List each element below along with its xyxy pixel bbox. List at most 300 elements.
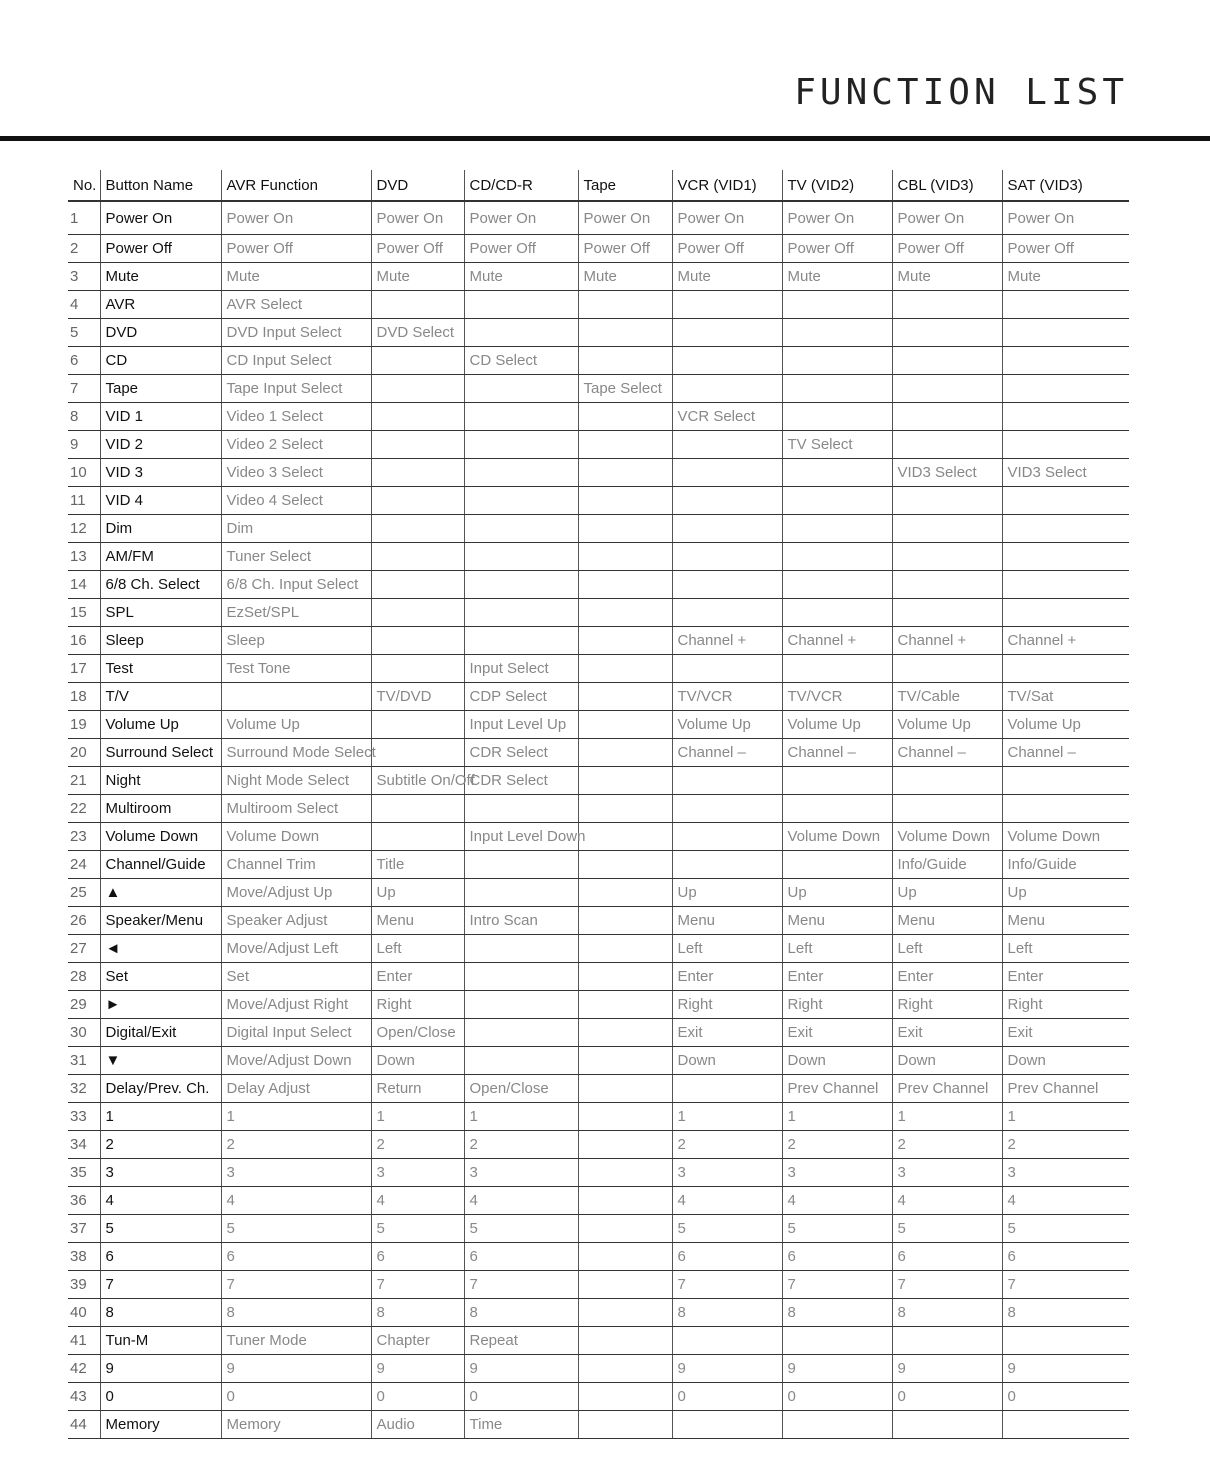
function-cell: Tuner Mode xyxy=(221,1327,371,1355)
function-cell: DVD Input Select xyxy=(221,319,371,347)
function-cell xyxy=(782,795,892,823)
function-cell xyxy=(1002,487,1129,515)
function-cell: VID3 Select xyxy=(892,459,1002,487)
button-name: Digital/Exit xyxy=(100,1019,221,1047)
function-cell: CDR Select xyxy=(464,767,578,795)
function-cell xyxy=(371,627,464,655)
function-cell xyxy=(371,375,464,403)
function-cell xyxy=(892,767,1002,795)
column-header: CD/CD-R xyxy=(464,170,578,201)
function-cell xyxy=(1002,291,1129,319)
button-name: Memory xyxy=(100,1411,221,1439)
function-cell: Power Off xyxy=(672,235,782,263)
button-name: 3 xyxy=(100,1159,221,1187)
function-cell xyxy=(371,543,464,571)
function-cell xyxy=(371,487,464,515)
button-name: 8 xyxy=(100,1299,221,1327)
function-cell: Enter xyxy=(672,963,782,991)
function-cell xyxy=(672,1411,782,1439)
function-cell: Mute xyxy=(371,263,464,291)
function-cell xyxy=(782,767,892,795)
table-row xyxy=(68,1131,1129,1159)
function-cell: 9 xyxy=(892,1355,1002,1383)
function-cell: Exit xyxy=(1002,1019,1129,1047)
function-cell xyxy=(578,1159,672,1187)
function-cell: 2 xyxy=(782,1131,892,1159)
function-cell xyxy=(464,1019,578,1047)
function-cell: Prev Channel xyxy=(782,1075,892,1103)
function-cell: Mute xyxy=(1002,263,1129,291)
function-cell xyxy=(892,543,1002,571)
column-header: VCR (VID1) xyxy=(672,170,782,201)
function-cell: 7 xyxy=(371,1271,464,1299)
function-cell xyxy=(578,767,672,795)
function-cell: Channel + xyxy=(782,627,892,655)
row-number: 33 xyxy=(68,1103,100,1131)
function-cell: CDP Select xyxy=(464,683,578,711)
function-cell: Surround Mode Select xyxy=(221,739,371,767)
function-cell: Sleep xyxy=(221,627,371,655)
button-name: Surround Select xyxy=(100,739,221,767)
function-cell: Time xyxy=(464,1411,578,1439)
table-row xyxy=(68,1019,1129,1047)
function-cell: Audio xyxy=(371,1411,464,1439)
function-cell xyxy=(464,851,578,879)
function-cell: Power Off xyxy=(464,235,578,263)
row-number: 20 xyxy=(68,739,100,767)
function-cell xyxy=(578,487,672,515)
function-cell: DVD Select xyxy=(371,319,464,347)
function-cell: Info/Guide xyxy=(1002,851,1129,879)
column-header: SAT (VID3) xyxy=(1002,170,1129,201)
function-cell: Video 4 Select xyxy=(221,487,371,515)
function-cell xyxy=(782,319,892,347)
function-cell xyxy=(892,375,1002,403)
function-cell: 2 xyxy=(892,1131,1002,1159)
function-cell: 9 xyxy=(782,1355,892,1383)
function-cell: 4 xyxy=(371,1187,464,1215)
function-cell: 8 xyxy=(371,1299,464,1327)
function-cell: 9 xyxy=(464,1355,578,1383)
function-cell: Input Level Up xyxy=(464,711,578,739)
function-cell: Prev Channel xyxy=(1002,1075,1129,1103)
function-cell: 3 xyxy=(892,1159,1002,1187)
table-row xyxy=(68,1187,1129,1215)
function-cell: 9 xyxy=(371,1355,464,1383)
table-row xyxy=(68,403,1129,431)
function-cell xyxy=(1002,655,1129,683)
button-name: T/V xyxy=(100,683,221,711)
function-cell: Enter xyxy=(782,963,892,991)
button-name: 6/8 Ch. Select xyxy=(100,571,221,599)
function-cell xyxy=(672,543,782,571)
function-cell xyxy=(892,487,1002,515)
table-row xyxy=(68,851,1129,879)
function-cell: Open/Close xyxy=(464,1075,578,1103)
function-cell: 9 xyxy=(221,1355,371,1383)
function-cell: 1 xyxy=(464,1103,578,1131)
function-cell: Channel – xyxy=(1002,739,1129,767)
table-row xyxy=(68,431,1129,459)
row-number: 7 xyxy=(68,375,100,403)
function-cell: Up xyxy=(371,879,464,907)
table-row xyxy=(68,571,1129,599)
function-cell xyxy=(578,543,672,571)
function-cell: Enter xyxy=(1002,963,1129,991)
function-cell: Power On xyxy=(672,201,782,235)
function-cell xyxy=(371,739,464,767)
function-cell xyxy=(782,599,892,627)
function-cell xyxy=(892,319,1002,347)
function-cell xyxy=(371,459,464,487)
function-cell xyxy=(578,711,672,739)
function-cell: Channel + xyxy=(1002,627,1129,655)
function-cell xyxy=(1002,599,1129,627)
function-cell: Down xyxy=(672,1047,782,1075)
function-cell: Power On xyxy=(221,201,371,235)
function-cell: 5 xyxy=(221,1215,371,1243)
function-cell xyxy=(578,1187,672,1215)
row-number: 25 xyxy=(68,879,100,907)
function-cell xyxy=(578,991,672,1019)
table-row xyxy=(68,1383,1129,1411)
function-cell: Multiroom Select xyxy=(221,795,371,823)
button-name: Delay/Prev. Ch. xyxy=(100,1075,221,1103)
row-number: 12 xyxy=(68,515,100,543)
function-cell xyxy=(578,627,672,655)
function-cell xyxy=(371,599,464,627)
table-row xyxy=(68,1047,1129,1075)
function-cell: Right xyxy=(672,991,782,1019)
table-header-row xyxy=(68,170,1129,201)
table-row xyxy=(68,1327,1129,1355)
function-cell xyxy=(464,291,578,319)
function-cell xyxy=(464,515,578,543)
function-cell: 5 xyxy=(464,1215,578,1243)
function-cell: Volume Up xyxy=(892,711,1002,739)
function-cell xyxy=(782,403,892,431)
function-cell xyxy=(371,403,464,431)
function-cell: Down xyxy=(1002,1047,1129,1075)
function-cell: Menu xyxy=(892,907,1002,935)
function-cell: Left xyxy=(1002,935,1129,963)
function-cell: 2 xyxy=(464,1131,578,1159)
function-cell: 7 xyxy=(464,1271,578,1299)
table-row xyxy=(68,201,1129,235)
button-name: ◄ xyxy=(100,935,221,963)
button-name: 0 xyxy=(100,1383,221,1411)
row-number: 26 xyxy=(68,907,100,935)
function-cell xyxy=(464,543,578,571)
button-name: ► xyxy=(100,991,221,1019)
row-number: 2 xyxy=(68,235,100,263)
function-cell: Channel – xyxy=(782,739,892,767)
table-row xyxy=(68,627,1129,655)
function-cell xyxy=(672,291,782,319)
function-cell xyxy=(578,515,672,543)
function-cell: Power On xyxy=(578,201,672,235)
column-header: No. xyxy=(68,170,100,201)
function-cell: Chapter xyxy=(371,1327,464,1355)
function-cell: 4 xyxy=(782,1187,892,1215)
row-number: 23 xyxy=(68,823,100,851)
function-cell xyxy=(578,1271,672,1299)
function-cell: 2 xyxy=(672,1131,782,1159)
function-cell xyxy=(892,403,1002,431)
function-cell xyxy=(578,599,672,627)
function-cell: Exit xyxy=(672,1019,782,1047)
table-row xyxy=(68,235,1129,263)
column-header: Button Name xyxy=(100,170,221,201)
row-number: 17 xyxy=(68,655,100,683)
function-cell xyxy=(1002,1411,1129,1439)
page-title: FUNCTION LIST xyxy=(794,72,1128,113)
function-table xyxy=(68,170,1129,1439)
function-cell: Move/Adjust Down xyxy=(221,1047,371,1075)
function-cell: Volume Down xyxy=(1002,823,1129,851)
function-cell: 7 xyxy=(672,1271,782,1299)
table-row xyxy=(68,1271,1129,1299)
function-cell: Power On xyxy=(371,201,464,235)
button-name: VID 2 xyxy=(100,431,221,459)
column-header: CBL (VID3) xyxy=(892,170,1002,201)
function-cell xyxy=(464,571,578,599)
function-cell: 0 xyxy=(221,1383,371,1411)
function-cell: CDR Select xyxy=(464,739,578,767)
function-cell: Mute xyxy=(672,263,782,291)
function-cell xyxy=(578,291,672,319)
function-cell xyxy=(578,1355,672,1383)
function-cell: Volume Down xyxy=(221,823,371,851)
function-cell xyxy=(578,1131,672,1159)
function-cell: 5 xyxy=(782,1215,892,1243)
table-row xyxy=(68,767,1129,795)
function-cell xyxy=(578,1243,672,1271)
function-cell xyxy=(672,571,782,599)
function-cell xyxy=(221,683,371,711)
function-cell xyxy=(782,655,892,683)
function-cell xyxy=(578,739,672,767)
function-cell: Dim xyxy=(221,515,371,543)
function-cell xyxy=(464,599,578,627)
function-cell: Exit xyxy=(892,1019,1002,1047)
row-number: 3 xyxy=(68,263,100,291)
function-cell: Menu xyxy=(1002,907,1129,935)
row-number: 6 xyxy=(68,347,100,375)
function-cell xyxy=(578,571,672,599)
function-cell: Volume Up xyxy=(221,711,371,739)
function-cell: Mute xyxy=(782,263,892,291)
function-cell: CD Input Select xyxy=(221,347,371,375)
function-cell xyxy=(1002,515,1129,543)
function-cell xyxy=(1002,375,1129,403)
function-cell: Subtitle On/Off xyxy=(371,767,464,795)
function-cell: Tape Input Select xyxy=(221,375,371,403)
function-cell xyxy=(464,319,578,347)
table-row xyxy=(68,1159,1129,1187)
header-rule xyxy=(0,136,1210,141)
row-number: 21 xyxy=(68,767,100,795)
button-name: 9 xyxy=(100,1355,221,1383)
function-cell: 7 xyxy=(221,1271,371,1299)
table-row xyxy=(68,291,1129,319)
function-cell: 2 xyxy=(371,1131,464,1159)
button-name: Tun-M xyxy=(100,1327,221,1355)
function-cell: Power Off xyxy=(371,235,464,263)
function-cell xyxy=(578,1383,672,1411)
row-number: 19 xyxy=(68,711,100,739)
function-cell: Power Off xyxy=(892,235,1002,263)
function-cell xyxy=(672,1075,782,1103)
function-cell: Mute xyxy=(221,263,371,291)
function-cell: Volume Up xyxy=(782,711,892,739)
function-cell: 1 xyxy=(782,1103,892,1131)
button-name: Night xyxy=(100,767,221,795)
table-row xyxy=(68,1243,1129,1271)
function-cell: Power On xyxy=(782,201,892,235)
function-cell: Video 3 Select xyxy=(221,459,371,487)
column-header: AVR Function xyxy=(221,170,371,201)
function-cell: Menu xyxy=(672,907,782,935)
function-cell xyxy=(1002,543,1129,571)
function-cell: EzSet/SPL xyxy=(221,599,371,627)
button-name: Multiroom xyxy=(100,795,221,823)
function-cell: 6 xyxy=(1002,1243,1129,1271)
function-cell xyxy=(672,851,782,879)
function-cell xyxy=(782,487,892,515)
function-cell: 3 xyxy=(782,1159,892,1187)
function-cell: Down xyxy=(371,1047,464,1075)
function-cell: TV/VCR xyxy=(672,683,782,711)
function-cell: Tape Select xyxy=(578,375,672,403)
row-number: 43 xyxy=(68,1383,100,1411)
function-cell xyxy=(464,375,578,403)
row-number: 4 xyxy=(68,291,100,319)
function-cell xyxy=(464,963,578,991)
column-header: Tape xyxy=(578,170,672,201)
table-row xyxy=(68,599,1129,627)
function-cell: Left xyxy=(782,935,892,963)
row-number: 13 xyxy=(68,543,100,571)
function-cell: 5 xyxy=(371,1215,464,1243)
function-cell: Mute xyxy=(578,263,672,291)
function-cell xyxy=(672,599,782,627)
function-cell xyxy=(1002,571,1129,599)
function-cell: TV/DVD xyxy=(371,683,464,711)
function-cell: 1 xyxy=(371,1103,464,1131)
function-cell: Right xyxy=(782,991,892,1019)
table-row xyxy=(68,823,1129,851)
function-cell: 6 xyxy=(221,1243,371,1271)
function-cell xyxy=(1002,347,1129,375)
function-cell: 2 xyxy=(221,1131,371,1159)
button-name: Power On xyxy=(100,201,221,235)
function-cell xyxy=(1002,795,1129,823)
function-cell: Left xyxy=(672,935,782,963)
button-name: Power Off xyxy=(100,235,221,263)
function-cell xyxy=(892,655,1002,683)
row-number: 28 xyxy=(68,963,100,991)
button-name: Dim xyxy=(100,515,221,543)
function-cell xyxy=(464,795,578,823)
function-cell: Exit xyxy=(782,1019,892,1047)
table-row xyxy=(68,459,1129,487)
function-cell: Repeat xyxy=(464,1327,578,1355)
function-cell: 0 xyxy=(782,1383,892,1411)
function-cell xyxy=(672,1327,782,1355)
function-cell: Set xyxy=(221,963,371,991)
row-number: 35 xyxy=(68,1159,100,1187)
function-cell xyxy=(672,431,782,459)
table-row xyxy=(68,655,1129,683)
function-cell: 1 xyxy=(672,1103,782,1131)
function-cell xyxy=(1002,403,1129,431)
function-cell xyxy=(464,935,578,963)
function-cell: Move/Adjust Up xyxy=(221,879,371,907)
function-cell: 8 xyxy=(672,1299,782,1327)
row-number: 40 xyxy=(68,1299,100,1327)
function-cell xyxy=(464,991,578,1019)
function-cell xyxy=(464,487,578,515)
function-cell: 2 xyxy=(1002,1131,1129,1159)
function-cell xyxy=(672,655,782,683)
button-name: ▼ xyxy=(100,1047,221,1075)
function-cell xyxy=(578,431,672,459)
function-cell: 7 xyxy=(892,1271,1002,1299)
function-cell: 0 xyxy=(371,1383,464,1411)
function-cell: 8 xyxy=(892,1299,1002,1327)
function-cell xyxy=(371,711,464,739)
function-cell xyxy=(578,1019,672,1047)
function-cell: Up xyxy=(892,879,1002,907)
function-cell: 3 xyxy=(464,1159,578,1187)
function-cell: Title xyxy=(371,851,464,879)
button-name: Set xyxy=(100,963,221,991)
function-cell xyxy=(672,375,782,403)
button-name: Sleep xyxy=(100,627,221,655)
table-row xyxy=(68,1103,1129,1131)
function-cell xyxy=(782,347,892,375)
function-cell: TV/Sat xyxy=(1002,683,1129,711)
function-cell xyxy=(892,599,1002,627)
function-cell: Digital Input Select xyxy=(221,1019,371,1047)
function-cell xyxy=(892,571,1002,599)
table-row xyxy=(68,1215,1129,1243)
row-number: 37 xyxy=(68,1215,100,1243)
row-number: 30 xyxy=(68,1019,100,1047)
table-row xyxy=(68,963,1129,991)
function-cell: Delay Adjust xyxy=(221,1075,371,1103)
function-cell xyxy=(672,823,782,851)
table-body xyxy=(68,201,1129,1439)
function-cell xyxy=(578,347,672,375)
button-name: Tape xyxy=(100,375,221,403)
function-cell: 8 xyxy=(1002,1299,1129,1327)
function-cell xyxy=(672,319,782,347)
function-cell: CD Select xyxy=(464,347,578,375)
row-number: 32 xyxy=(68,1075,100,1103)
function-cell xyxy=(578,1299,672,1327)
function-cell xyxy=(371,515,464,543)
function-cell xyxy=(578,879,672,907)
function-cell: 7 xyxy=(782,1271,892,1299)
function-cell: 4 xyxy=(464,1187,578,1215)
table-row xyxy=(68,487,1129,515)
row-number: 18 xyxy=(68,683,100,711)
function-cell: 8 xyxy=(782,1299,892,1327)
function-cell: Night Mode Select xyxy=(221,767,371,795)
function-cell xyxy=(578,403,672,431)
